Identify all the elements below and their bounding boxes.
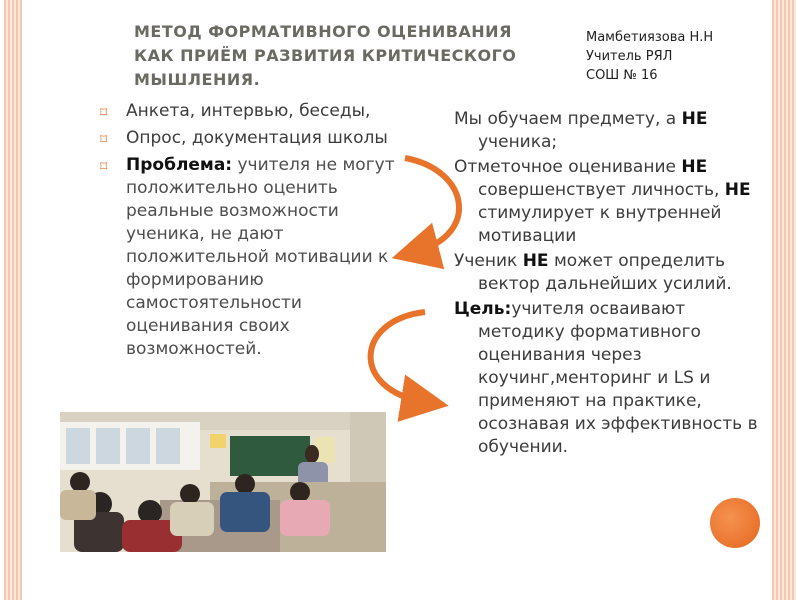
text: совершенствует личность, — [478, 180, 725, 200]
text: стимулирует к внутренней мотивации — [478, 203, 722, 246]
title-line-3: МЫШЛЕНИЯ. — [134, 70, 261, 89]
text: Мы обучаем предмету, а — [454, 109, 682, 129]
arrow-left-curve — [371, 312, 425, 402]
emphasis: НЕ — [724, 180, 751, 200]
author-position: Учитель РЯЛ — [586, 49, 673, 64]
problem-label: Проблема: — [126, 155, 233, 175]
title-line-1: МЕТОД ФОРМАТИВНОГО ОЦЕНИВАНИЯ — [134, 22, 512, 41]
arrow-right-curve — [405, 158, 459, 252]
bullet-icon: ⌑ — [100, 132, 108, 148]
bullet-icon: ⌑ — [100, 105, 108, 121]
list-item-text: Опрос, документация школы — [126, 128, 388, 148]
text: ученика; — [478, 132, 558, 152]
emphasis: НЕ — [522, 251, 549, 271]
text: Отметочное оценивание — [454, 157, 682, 177]
problem-text: учителя не могут положительно оценить реальные возможности ученика, не дают положительной мотивации к формированию самостоятельности оценивания своих возможностей. — [126, 155, 395, 359]
title-line-2: КАК ПРИЁМ РАЗВИТИЯ КРИТИЧЕСКОГО — [134, 46, 517, 65]
emphasis: НЕ — [681, 109, 708, 129]
author-school: СОШ № 16 — [586, 68, 658, 83]
bullet-icon: ⌑ — [100, 159, 108, 175]
goal-label: Цель: — [454, 299, 512, 319]
text: Ученик — [454, 251, 523, 271]
text: может определить вектор дальнейших усилий. — [478, 251, 732, 294]
decorative-circle — [710, 498, 760, 548]
emphasis: НЕ — [681, 157, 708, 177]
goal-text: учителя осваивают методику формативного оценивания через коучинг,менторинг и LS и применяют на практике, осознавая их эффективность в обучении. — [478, 299, 758, 457]
author-name: Мамбетиязова Н.Н — [586, 30, 714, 45]
classroom-photo — [60, 412, 386, 552]
list-item-text: Анкета, интервью, беседы, — [126, 101, 371, 121]
